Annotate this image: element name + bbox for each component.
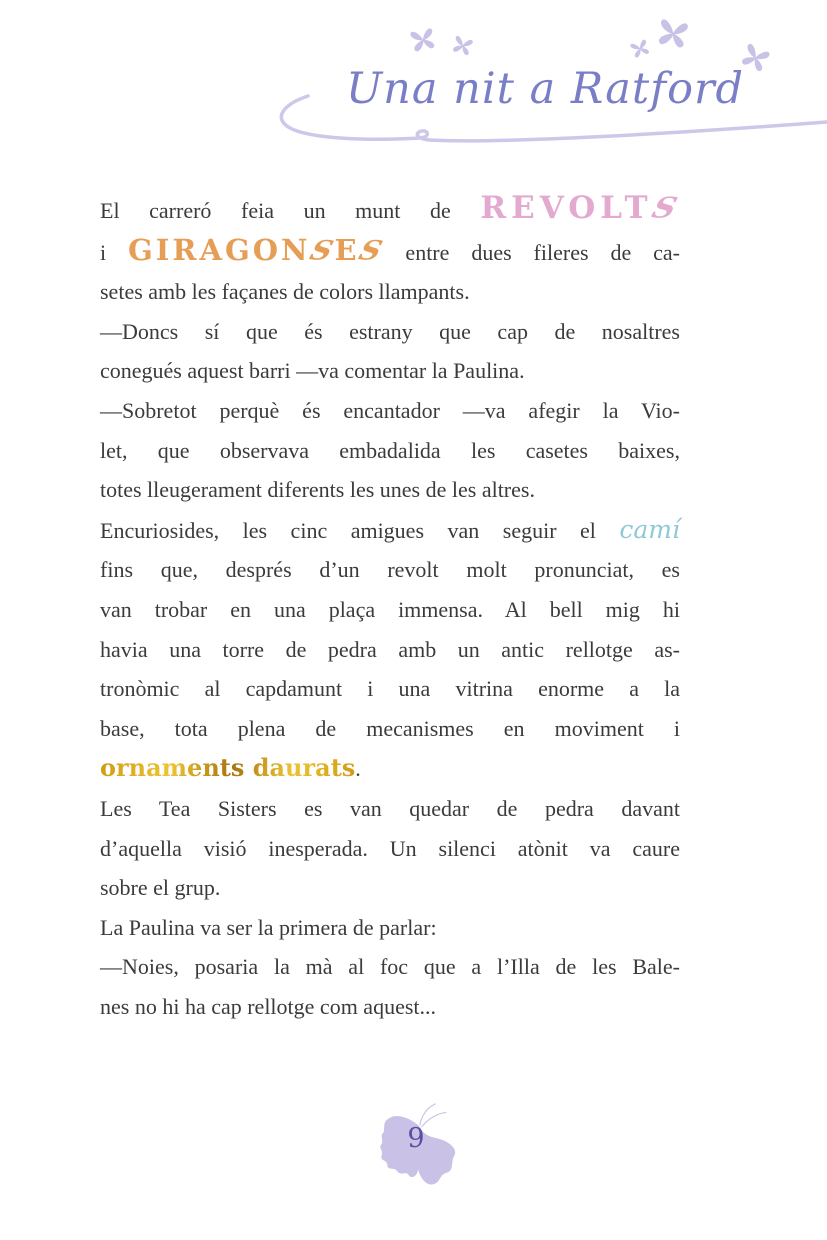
text-segment: conegués aquest barri —va comentar la Paulina.	[100, 358, 525, 384]
text-line	[100, 272, 680, 312]
text-segment: setes amb les façanes de colors llampants.	[100, 279, 470, 305]
text-segment: GIRAGON	[128, 232, 311, 267]
text-segment: La Paulina va ser la primera de parlar:	[100, 914, 437, 940]
text-segment: base, tota plena de mecanismes en moviment i	[100, 715, 680, 741]
text-line	[100, 789, 680, 829]
text-segment: sobre el grup.	[100, 875, 221, 901]
text-line	[100, 709, 680, 749]
text-segment: camí	[619, 514, 680, 544]
text-segment: El carreró feia un munt de	[100, 198, 481, 223]
text-line	[100, 590, 680, 630]
text-segment: .	[355, 756, 361, 782]
text-line	[100, 470, 680, 510]
chapter-header	[0, 0, 827, 175]
body-text	[100, 189, 686, 1026]
text-line	[100, 908, 680, 948]
text-segment: —Doncs sí que és estrany que cap de nosaltres	[100, 318, 680, 344]
butterfly-icon	[410, 28, 436, 52]
text-line	[100, 231, 680, 273]
text-segment: entre dues fileres de ca-	[383, 239, 680, 265]
text-segment: let, que observava embadalida les casetes baixes,	[100, 437, 680, 463]
text-segment: —Sobretot perquè és encantador —va afegir la Vio-	[100, 397, 680, 423]
text-line	[100, 312, 680, 352]
text-segment: E	[334, 232, 360, 267]
text-segment: d’aquella visió inesperada. Un silenci atònit va caure	[100, 835, 680, 861]
text-line	[100, 550, 680, 590]
text-segment: nes no hi ha cap rellotge com aquest...	[100, 993, 437, 1019]
text-segment: i	[100, 239, 129, 265]
text-segment: S	[647, 191, 686, 225]
text-line	[100, 868, 680, 908]
page-footer	[0, 1095, 827, 1205]
text-segment: Les Tea Sisters es van quedar de pedra davant	[100, 795, 680, 821]
text-segment: S	[305, 234, 340, 266]
text-line	[100, 669, 680, 709]
butterfly-icon	[630, 39, 650, 59]
text-line	[100, 987, 680, 1027]
text-segment: fins que, després d’un revolt molt pronunciat, es	[100, 557, 680, 583]
text-line	[100, 748, 680, 789]
text-segment: totes lleugerament diferents les unes de les altres.	[100, 477, 535, 503]
text-line	[100, 351, 680, 391]
chapter-title: Una nit a Ratford	[345, 64, 745, 114]
page-number: 9	[407, 1123, 425, 1154]
text-segment: ornaments daurats	[100, 753, 356, 783]
text-line	[100, 630, 680, 670]
butterfly-icon	[657, 19, 688, 48]
text-segment: Encuriosides, les cinc amigues van seguir el	[100, 517, 620, 543]
text-line	[100, 189, 686, 231]
text-segment: tronòmic al capdamunt i una vitrina enorme a la	[100, 676, 680, 702]
text-segment: havia una torre de pedra amb un antic rellotge as-	[100, 636, 680, 662]
text-line	[100, 947, 680, 987]
text-line	[100, 510, 680, 551]
text-line	[100, 391, 680, 431]
butterfly-icon	[452, 35, 474, 55]
text-segment: REVOLT	[480, 190, 653, 226]
text-line	[100, 829, 680, 869]
text-segment: van trobar en una plaça immensa. Al bell mig hi	[100, 596, 680, 622]
text-segment: S	[354, 234, 389, 266]
text-line	[100, 431, 680, 471]
text-segment: —Noies, posaria la mà al foc que a l’Illa de les Bale-	[100, 954, 680, 980]
